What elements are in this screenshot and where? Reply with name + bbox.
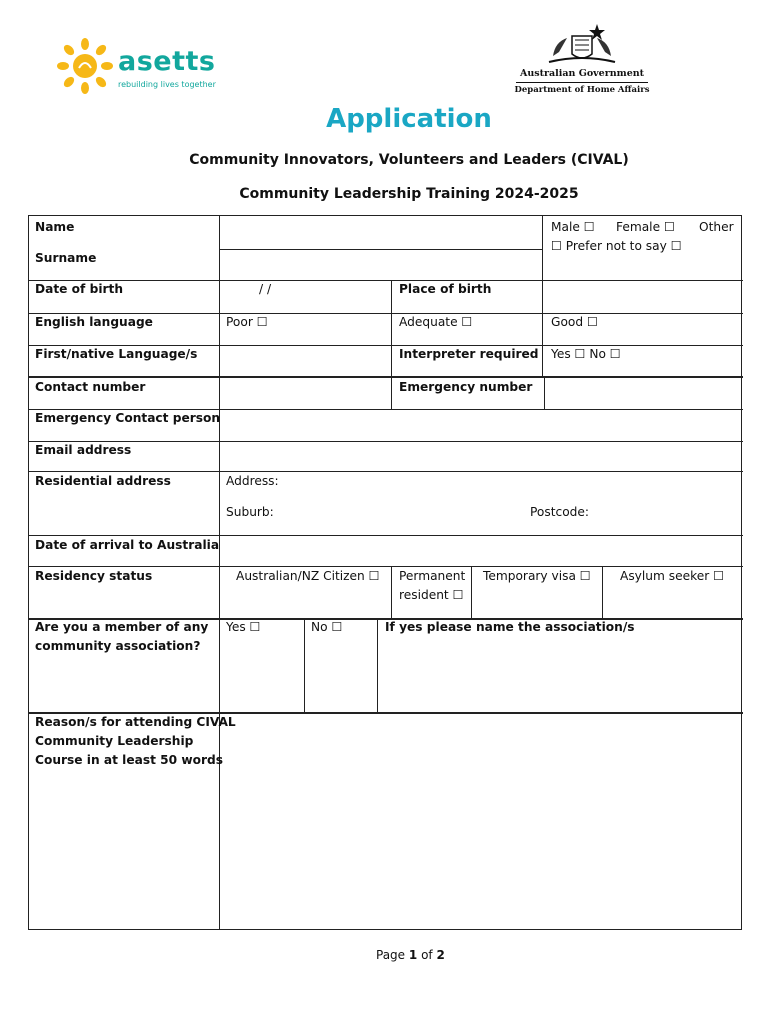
emergency-number-label: Emergency number [399,380,533,394]
emergency-contact-field[interactable] [220,410,741,441]
member-label-line1: Are you a member of any [35,620,209,634]
gender-other-checkbox[interactable]: Other [699,220,734,234]
english-poor-checkbox[interactable]: Poor ☐ [226,315,268,329]
gov-name: Australian Government [519,68,645,79]
page-word: Page [376,948,406,962]
application-form [28,215,742,930]
member-no-checkbox[interactable]: No ☐ [311,620,343,634]
english-label: English language [35,315,153,329]
gender-female-checkbox[interactable]: Female ☐ [616,220,675,234]
logo-tagline: rebuilding lives together [118,80,216,89]
reason-label-line1: Reason/s for attending CIVAL [35,715,236,729]
page-current: 1 [408,948,418,962]
surname-field[interactable] [220,250,542,280]
interpreter-label: Interpreter required [399,347,539,361]
gender-male-checkbox[interactable]: Male ☐ [551,220,595,234]
place-of-birth-field[interactable] [543,281,741,313]
contact-number-field[interactable] [220,378,390,409]
citizen-checkbox[interactable]: Australian/NZ Citizen ☐ [236,569,380,583]
contact-number-label: Contact number [35,380,146,394]
postcode-field-label[interactable]: Postcode: [530,505,589,519]
page-of: of [421,948,433,962]
page-total: 2 [436,948,445,962]
asetts-logo [55,38,225,94]
page-title: Application [326,104,492,134]
emergency-number-field[interactable] [545,378,741,409]
permanent-resident-checkbox-line1[interactable]: Permanent [399,569,466,583]
sun-icon [55,38,115,94]
reason-label-line3: Course in at least 50 words [35,753,223,767]
dob-field[interactable]: / / [259,282,272,296]
interpreter-yes-no[interactable]: Yes ☐ No ☐ [551,347,621,361]
government-crest [512,22,652,98]
name-field[interactable] [220,216,542,249]
native-language-label: First/native Language/s [35,347,198,361]
arrival-label: Date of arrival to Australia [35,538,220,552]
column-divider [391,566,392,618]
dob-label: Date of birth [35,282,124,296]
gov-department: Department of Home Affairs [514,85,650,95]
reason-label-line2: Community Leadership [35,734,194,748]
address-field-label[interactable]: Address: [226,474,279,488]
member-label-line2: community association? [35,639,201,653]
asylum-seeker-checkbox[interactable]: Asylum seeker ☐ [620,569,725,583]
column-divider [471,566,472,618]
column-divider [304,618,305,712]
name-label: Name [35,220,75,234]
arrival-date-field[interactable] [220,536,741,566]
email-label: Email address [35,443,132,457]
gender-prefer-checkbox[interactable]: ☐ Prefer not to say ☐ [551,239,682,253]
residential-label: Residential address [35,474,171,488]
member-yes-checkbox[interactable]: Yes ☐ [226,620,261,634]
column-divider [391,280,392,409]
emergency-contact-label: Emergency Contact person [35,411,221,425]
logo-wordmark: asetts [118,46,216,77]
native-language-field[interactable] [220,346,390,376]
english-good-checkbox[interactable]: Good ☐ [551,315,598,329]
email-field[interactable] [220,442,741,471]
training-subtitle: Community Leadership Training 2024-2025 [239,186,579,202]
permanent-resident-checkbox-line2[interactable]: resident ☐ [399,588,464,602]
suburb-field-label[interactable]: Suburb: [226,505,274,519]
program-subtitle: Community Innovators, Volunteers and Leaders (CIVAL) [189,152,629,168]
column-divider [377,618,378,712]
column-divider [602,566,603,618]
residency-label: Residency status [35,569,153,583]
page-number [376,948,445,962]
place-of-birth-label: Place of birth [399,282,492,296]
coat-of-arms-icon [537,22,627,66]
association-name-label: If yes please name the association/s [385,620,635,634]
gov-divider [516,82,648,83]
reason-textarea[interactable] [220,714,741,928]
surname-label: Surname [35,251,97,265]
english-adequate-checkbox[interactable]: Adequate ☐ [399,315,473,329]
temporary-visa-checkbox[interactable]: Temporary visa ☐ [483,569,591,583]
